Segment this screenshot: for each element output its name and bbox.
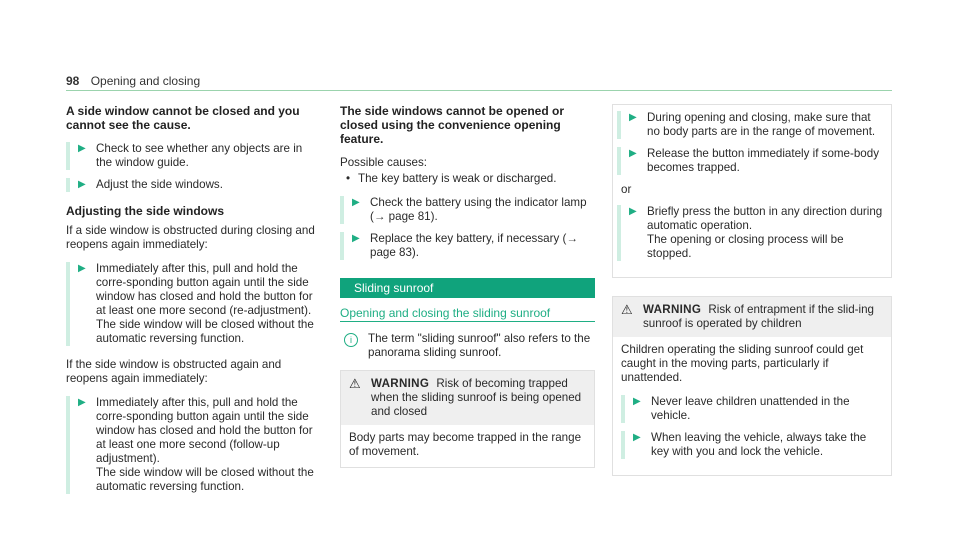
- info-icon: i: [344, 333, 358, 347]
- warning-body: Body parts may become trapped in the range of movement.: [349, 431, 582, 458]
- step-never-leave-children: ▶ Never leave children unattended in the vehicle.: [621, 395, 883, 423]
- or-text: or: [621, 183, 632, 196]
- heading-window-cannot-close: A side window cannot be closed and you cannot see the cause.: [66, 104, 300, 132]
- step-followup-adjustment: ▶ Immediately after this, pull and hold the corre-sponding button again until the side window has closed and hold the button for at least one more second (follow-up adjustment). The side window will be closed without the automatic reversing function.: [66, 396, 321, 494]
- arrow-right-icon: ▶: [78, 143, 86, 154]
- step-release-button: ▶ Release the button immediately if some-body becomes trapped.: [617, 147, 883, 175]
- step-check-battery: ▶ Check the battery using the indicator lamp (→ page 81).: [340, 196, 595, 224]
- subheading-opening-closing-sunroof: Opening and closing the sliding sunroof: [340, 306, 595, 322]
- arrow-right-icon: ▶: [78, 179, 86, 190]
- step-replace-battery: ▶ Replace the key battery, if necessary (→ page 83).: [340, 232, 595, 260]
- bullet-icon: •: [346, 172, 351, 185]
- arrow-right-icon: ▶: [629, 206, 637, 217]
- step-check-objects: ▶ Check to see whether any objects are in the window guide.: [66, 142, 321, 170]
- arrow-right-icon: ▶: [78, 397, 86, 408]
- paragraph-obstructed-again: If the side window is obstructed again and reopens again immediately:: [66, 358, 282, 385]
- step-readjustment: ▶ Immediately after this, pull and hold the corre-sponding button again until the side window has closed and hold the button for at least one more second (re-adjustment). The side window will be closed without the automatic reversing function.: [66, 262, 321, 346]
- warning-heading: Risk of becoming trapped when the sliding sunroof is being opened and closed: [371, 377, 582, 418]
- arrow-right-icon: ▶: [633, 432, 641, 443]
- steps-box: [612, 104, 892, 278]
- warning-triangle-icon: ⚠: [349, 376, 361, 391]
- arrow-right-icon: ▶: [352, 197, 360, 208]
- warning-body: Children operating the sliding sunroof could get caught in the moving parts, particularly if unattended.: [621, 343, 864, 384]
- arrow-right-icon: ▶: [633, 396, 641, 407]
- list-item: • The key battery is weak or discharged.: [346, 172, 557, 185]
- warning-triangle-icon: ⚠: [621, 302, 633, 317]
- paragraph-obstructed: If a side window is obstructed during closing and reopens again immediately:: [66, 224, 315, 251]
- warning-label: WARNING: [371, 377, 430, 390]
- column-2: [340, 104, 595, 468]
- step-briefly-press: ▶ Briefly press the button in any direction during automatic operation. The opening or closing process will be stopped.: [617, 205, 883, 261]
- info-note: i The term "sliding sunroof" also refers to the panorama sliding sunroof.: [340, 332, 595, 360]
- page-number: 98: [66, 74, 80, 88]
- page-header: [66, 74, 200, 88]
- heading-adjusting-windows: Adjusting the side windows: [66, 204, 225, 218]
- header-rule: [66, 90, 892, 91]
- arrow-right-icon: ▶: [629, 148, 637, 159]
- arrow-right-icon: ▶: [629, 112, 637, 123]
- causes-label: Possible causes:: [340, 156, 427, 169]
- warning-heading: Risk of entrapment if the slid-ing sunroof is operated by children: [643, 303, 874, 330]
- warning-label: WARNING: [643, 303, 702, 316]
- section-band-sliding-sunroof: Sliding sunroof: [340, 278, 595, 298]
- column-1: [66, 104, 321, 502]
- column-3: [612, 104, 892, 476]
- section-title: Opening and closing: [90, 74, 201, 88]
- step-take-key: ▶ When leaving the vehicle, always take the key with you and lock the vehicle.: [621, 431, 883, 459]
- heading-convenience-opening: The side windows cannot be opened or closed using the convenience opening feature.: [340, 104, 565, 146]
- step-no-body-parts: ▶ During opening and closing, make sure that no body parts are in the range of movement.: [617, 111, 883, 139]
- arrow-right-icon: ▶: [78, 263, 86, 274]
- warning-box-trapped: [340, 370, 595, 468]
- arrow-right-icon: ▶: [352, 233, 360, 244]
- step-adjust-windows: ▶ Adjust the side windows.: [66, 178, 321, 192]
- warning-box-children: [612, 296, 892, 476]
